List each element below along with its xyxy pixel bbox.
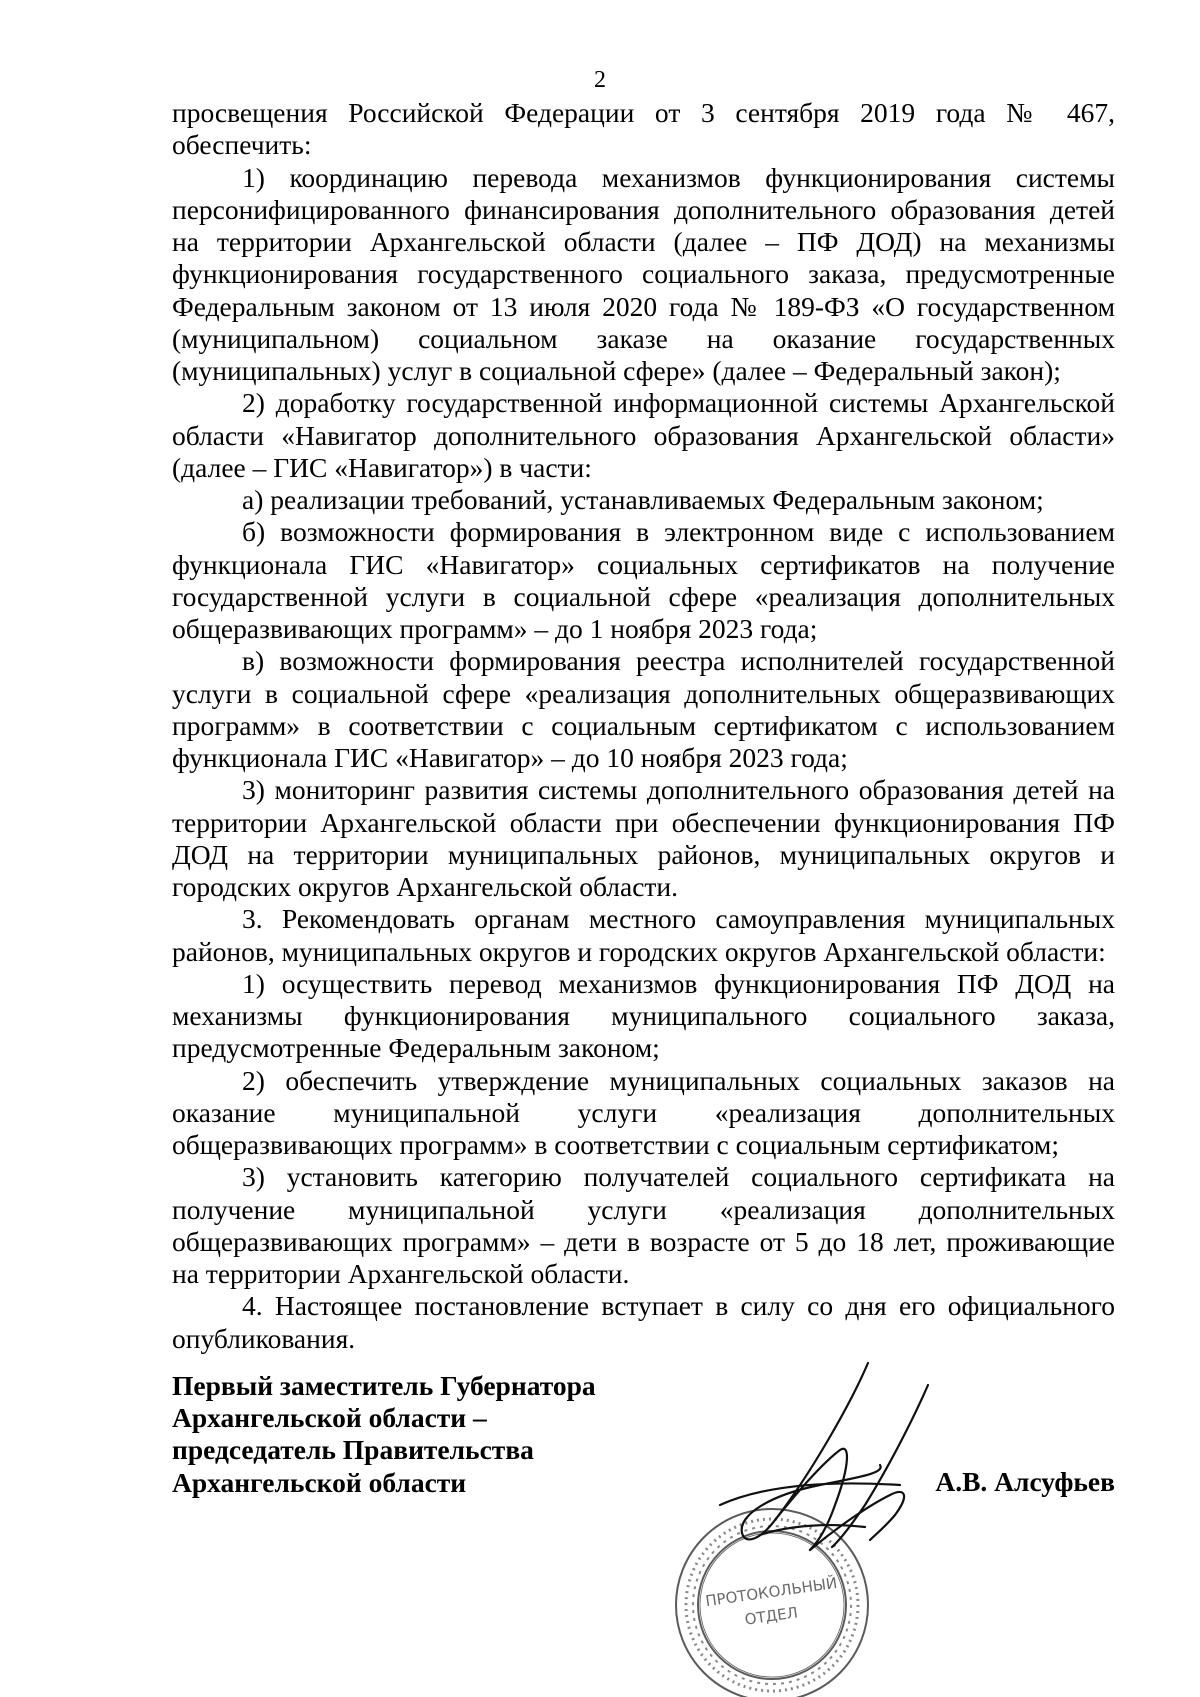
paragraph-section-3-item-2: 2) обеспечить утверждение муниципальных социальных заказов на оказание муниципальной услуги «реализация дополнительных общеразвивающих программ» в соответствии с социальным сертификатом; <box>172 1064 1115 1160</box>
paragraph-section-3: 3. Рекомендовать органам местного самоуправления муниципальных районов, муниципальных округов и городских округов Архангельской области: <box>172 903 1115 967</box>
paragraph-item-2b: б) возможности формирования в электронном виде с использованием функционала ГИС «Навигатор» социальных сертификатов на получение государственной услуги в социальной сфере «реализация дополнительных общеразвивающих программ» – до 1 ноября 2023 года; <box>172 516 1115 644</box>
signatory-title <box>172 1370 596 1499</box>
document-body <box>172 97 1115 1355</box>
signatory-title-line: председатель Правительства <box>172 1434 534 1466</box>
signatory-name: А.В. Алсуфьев <box>935 1466 1115 1497</box>
handwritten-signature <box>700 1355 960 1570</box>
stamp-center-line-2: ОТДЕЛ <box>743 1603 800 1629</box>
paragraph-section-3-item-3: 3) установить категорию получателей социального сертификата на получение муниципальной услуги «реализация дополнительных общеразвивающих программ» – дети в возрасте от 5 до 18 лет, проживающие на территории Архангельской области. <box>172 1161 1115 1289</box>
paragraph-intro: просвещения Российской Федерации от 3 сентября 2019 года № 467, обеспечить: <box>172 97 1115 161</box>
signatory-title-line: Архангельской области <box>172 1466 467 1498</box>
paragraph-section-4: 4. Настоящее постановление вступает в силу со дня его официального опубликования. <box>172 1290 1115 1354</box>
paragraph-item-2c: в) возможности формирования реестра исполнителей государственной услуги в социальной сфере «реализация дополнительных общеразвивающих программ» в соответствии с социальным сертификатом с использованием функционала ГИС «Навигатор» – до 10 ноября 2023 года; <box>172 645 1115 773</box>
paragraph-item-2a: а) реализации требований, устанавливаемых Федеральным законом; <box>242 484 1044 515</box>
signatory-title-line: Первый заместитель Губернатора <box>172 1370 596 1401</box>
paragraph-item-2: 2) доработку государственной информационной системы Архангельской области «Навигатор дополнительного образования Архангельской области» (далее – ГИС «Навигатор») в части: <box>172 387 1115 483</box>
signatory-title-line: Архангельской области – <box>172 1402 487 1434</box>
paragraph-item-3: 3) мониторинг развития системы дополнительного образования детей на территории Архангельской области при обеспечении функционирования ПФ ДОД на территории муниципальных районов, муниципальных округов и городских округов Архангельской области. <box>172 774 1115 902</box>
paragraph-section-3-item-1: 1) осуществить перевод механизмов функционирования ПФ ДОД на механизмы функционирования муниципального социального заказа, предусмотренные Федеральным законом; <box>172 967 1115 1064</box>
page-number: 2 <box>594 67 606 93</box>
paragraph-item-1: 1) координацию перевода механизмов функционирования системы персонифицированного финансирования дополнительного образования детей на территории Архангельской области (далее – ПФ ДОД) на механизмы функционирования государственного социального заказа, предусмотренные Федеральным законом от 13 июля 2020 года № 189-ФЗ «О государственном (муниципальном) социальном заказе на оказание государственных (муниципальных) услуг в социальной сфере» (далее – Федеральный закон); <box>172 161 1115 386</box>
stamp-center-line-1: ПРОТОКОЛЬНЫЙ <box>704 1573 839 1611</box>
